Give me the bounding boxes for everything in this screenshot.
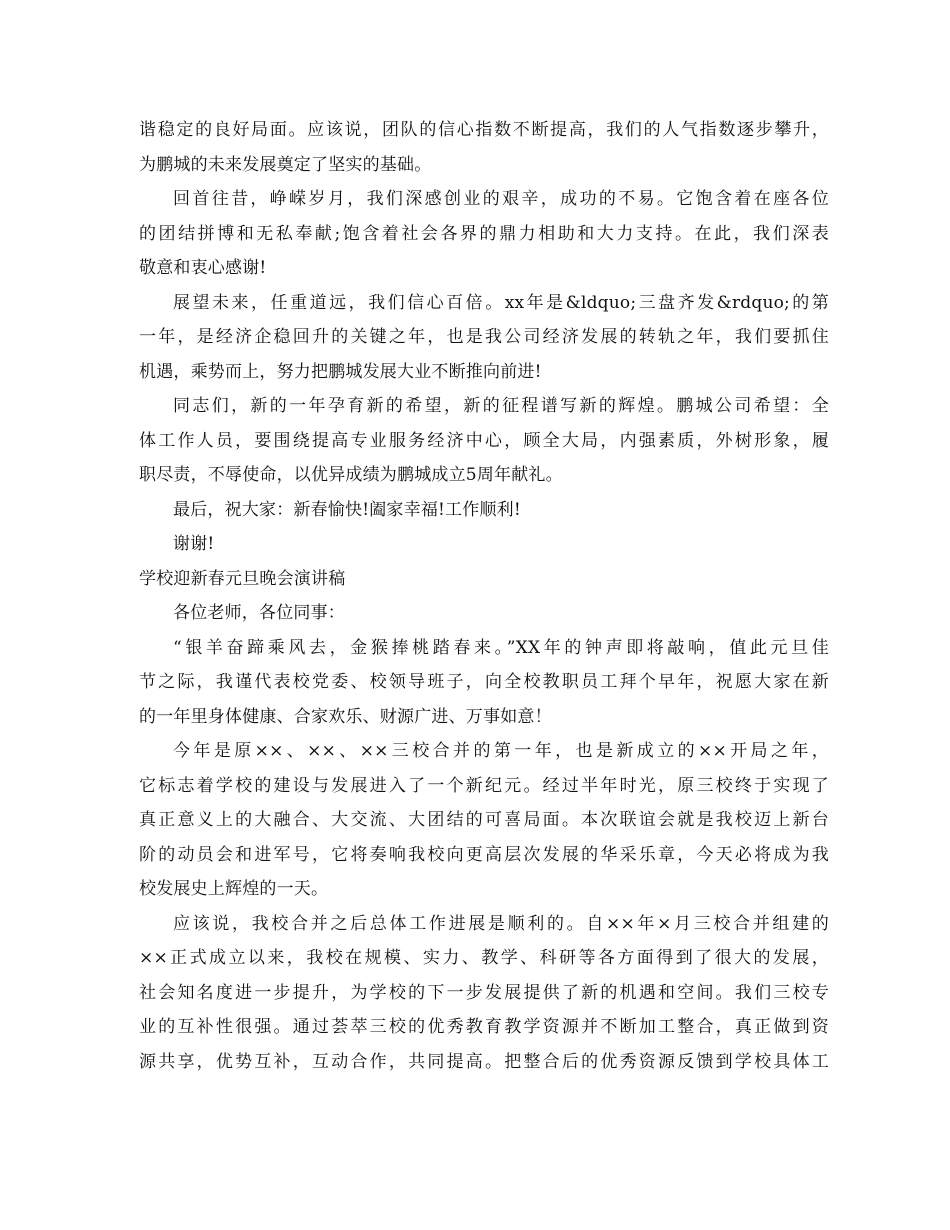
document-body [139,113,829,1079]
text-line: 校发展史上辉煌的一天。 [139,879,329,899]
text-line: 体工作人员，要围绕提高专业服务经济中心，顾全大局，内强素质，外树形象，履 [139,430,829,451]
text-line: 谐稳定的良好局面。应该说，团队的信心指数不断提高，我们的人气指数逐步攀升， [139,120,829,140]
text-line: 社会知名度进一步提升，为学校的下一步发展提供了新的机遇和空间。我们三校专 [139,982,829,1003]
text-line: ××正式成立以来，我校在规模、实力、教学、科研等各方面得到了很大的发展， [139,948,829,968]
text-line: 机遇，乘势而上，努力把鹏城发展大业不断推向前进! [139,361,542,382]
text-line: 一年，是经济企稳回升的关键之年，也是我公司经济发展的转轨之年，我们要抓住 [139,327,829,347]
text-line: 最后，祝大家：新春愉快!阖家幸福!工作顺利! [173,499,521,520]
text-line: 的一年里身体健康、合家欢乐、财源广进、万事如意！ [139,706,552,727]
text-line: 敬意和衷心感谢! [139,258,267,278]
text-line: 学校迎新春元旦晚会演讲稿 [139,568,346,589]
text-line: 节之际，我谨代表校党委、校领导班子，向全校教职员工拜个早年，祝愿大家在新 [139,672,829,692]
text-line: 谢谢! [173,534,215,554]
text-line: 应该说，我校合并之后总体工作进展是顺利的。自××年×月三校合并组建的 [173,913,829,934]
text-line: 它标志着学校的建设与发展进入了一个新纪元。经过半年时光，原三校终于实现了 [139,775,829,796]
text-line: 真正意义上的大融合、大交流、大团结的可喜局面。本次联谊会就是我校迈上新台 [139,810,829,830]
text-line: 各位老师，各位同事： [173,603,345,623]
text-line: 为鹏城的未来发展奠定了坚实的基础。 [139,154,432,175]
text-line: 源共享，优势互补，互动合作，共同提高。把整合后的优秀资源反馈到学校具体工 [139,1051,829,1072]
text-line: 的团结拼博和无私奉献;饱含着社会各界的鼎力相助和大力支持。在此，我们深表 [139,223,829,244]
text-line: 业的互补性很强。通过荟萃三校的优秀教育教学资源并不断加工整合，真正做到资 [139,1017,829,1037]
text-line: “银羊奋蹄乘风去，金猴捧桃踏春来。”XX年的钟声即将敲响，值此元旦佳 [173,637,829,658]
text-line: 回首往昔，峥嵘岁月，我们深感创业的艰辛，成功的不易。它饱含着在座各位 [173,189,829,209]
text-line: 同志们，新的一年孕育新的希望，新的征程谱写新的辉煌。鹏城公司希望：全 [173,396,829,416]
text-line: 阶的动员会和进军号，它将奏响我校向更高层次发展的华采乐章，今天必将成为我 [139,844,829,865]
text-line: 展望未来，任重道远，我们信心百倍。xx年是&ldquo;三盘齐发&rdquo;的第 [173,292,829,313]
text-line: 今年是原××、××、××三校合并的第一年，也是新成立的××开局之年， [173,741,829,761]
text-line: 职尽责，不辱使命，以优异成绩为鹏城成立5周年献礼。 [139,465,563,485]
